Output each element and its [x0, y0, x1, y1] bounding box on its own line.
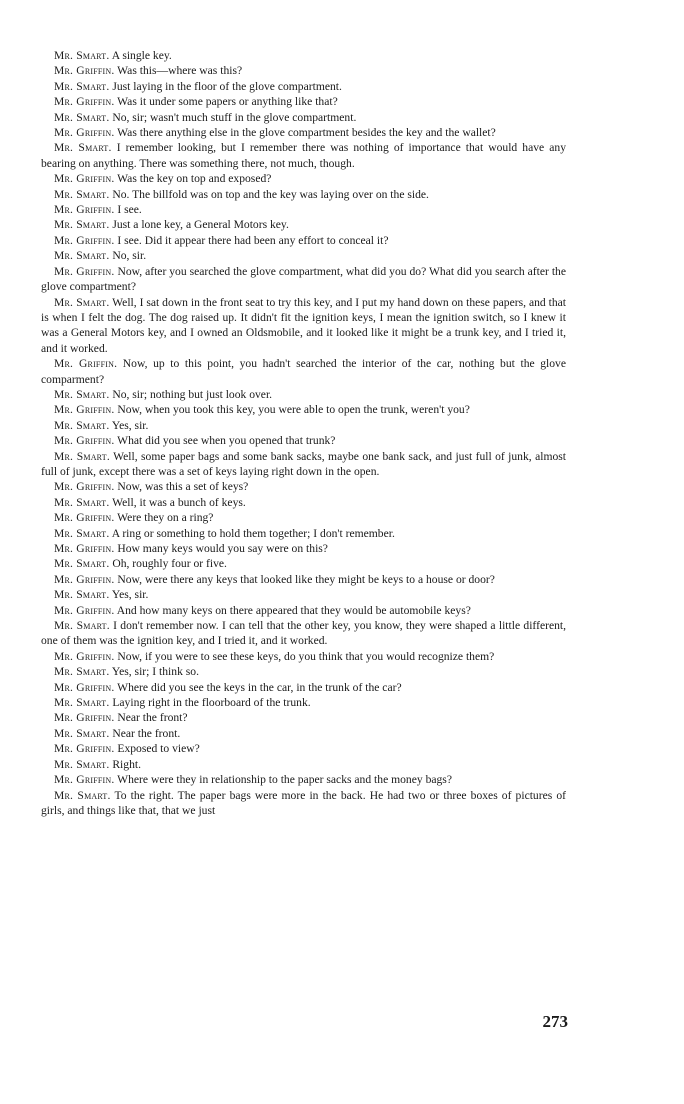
testimony-line: Near the front?	[117, 711, 188, 725]
testimony-line: Was this—where was this?	[117, 64, 243, 78]
testimony-line: Laying right in the floorboard of the trunk.	[112, 696, 311, 710]
testimony-paragraph	[41, 479, 566, 494]
testimony-paragraph	[41, 726, 566, 741]
testimony-line: Was the key on top and exposed?	[117, 172, 272, 186]
testimony-paragraph	[41, 433, 566, 448]
speaker-name: Mr. Griffin.	[54, 203, 115, 217]
testimony-paragraph	[41, 541, 566, 556]
testimony-line: Now, if you were to see these keys, do you think that you would recognize them?	[117, 649, 495, 663]
speaker-name: Mr. Smart.	[54, 449, 110, 463]
testimony-line: Just laying in the floor of the glove compartment.	[112, 79, 342, 93]
speaker-name: Mr. Griffin.	[54, 680, 115, 694]
testimony-paragraph	[41, 788, 566, 819]
testimony-paragraph	[41, 217, 566, 232]
speaker-name: Mr. Smart.	[54, 619, 110, 633]
speaker-name: Mr. Smart.	[54, 110, 110, 124]
speaker-name: Mr. Griffin.	[54, 572, 115, 586]
speaker-name: Mr. Smart.	[54, 495, 110, 509]
speaker-name: Mr. Griffin.	[54, 711, 115, 725]
testimony-line: Were they on a ring?	[117, 511, 214, 525]
testimony-paragraph	[41, 556, 566, 571]
testimony-line: Exposed to view?	[117, 742, 200, 756]
speaker-name: Mr. Smart.	[54, 49, 110, 62]
speaker-name: Mr. Griffin.	[54, 742, 115, 756]
testimony-line: What did you see when you opened that trunk?	[117, 434, 336, 448]
testimony-paragraph	[41, 495, 566, 510]
speaker-name: Mr. Smart.	[54, 757, 110, 771]
speaker-name: Mr. Smart.	[54, 588, 110, 602]
testimony-paragraph	[41, 649, 566, 664]
testimony-paragraph	[41, 695, 566, 710]
speaker-name: Mr. Smart.	[54, 249, 110, 263]
testimony-paragraph	[41, 356, 566, 387]
speaker-name: Mr. Griffin.	[54, 172, 115, 186]
speaker-name: Mr. Smart.	[54, 557, 110, 571]
speaker-name: Mr. Smart.	[54, 295, 110, 309]
testimony-line: A ring or something to hold them together; I don't remember.	[111, 526, 395, 540]
testimony-line: A single key.	[111, 49, 172, 62]
testimony-line: I see.	[117, 203, 142, 217]
testimony-line: Yes, sir.	[111, 588, 149, 602]
testimony-line: I don't remember now. I can tell that the other key, you know, they were shaped a little different, one of them was the ignition key, and I tried it, and it worked.	[41, 619, 567, 648]
speaker-name: Mr. Griffin.	[54, 233, 115, 247]
speaker-name: Mr. Smart.	[54, 665, 110, 679]
testimony-line: Well, some paper bags and some bank sacks, maybe one bank sack, and just full of junk, almost full of junk, except there was a set of keys laying right down in the open.	[41, 449, 566, 478]
speaker-name: Mr. Smart.	[54, 141, 112, 155]
speaker-name: Mr. Smart.	[54, 788, 111, 802]
speaker-name: Mr. Griffin.	[54, 357, 118, 371]
testimony-line: Now, up to this point, you hadn't searched the interior of the car, nothing but the glove comparment?	[41, 357, 567, 386]
testimony-paragraph	[41, 125, 566, 140]
testimony-line: Was there anything else in the glove compartment besides the key and the wallet?	[117, 126, 496, 140]
speaker-name: Mr. Griffin.	[54, 542, 115, 555]
testimony-line: Just a lone key, a General Motors key.	[112, 218, 289, 232]
testimony-paragraph	[41, 233, 566, 248]
testimony-line: Well, it was a bunch of keys.	[112, 495, 246, 509]
testimony-line: Now, when you took this key, you were able to open the trunk, weren't you?	[117, 403, 470, 417]
testimony-paragraph	[41, 140, 566, 171]
speaker-name: Mr. Smart.	[54, 218, 110, 232]
testimony-line: Yes, sir; I think so.	[111, 665, 199, 679]
testimony-paragraph	[41, 63, 566, 78]
testimony-paragraph	[41, 402, 566, 417]
testimony-line: Where did you see the keys in the car, in the trunk of the car?	[117, 680, 402, 694]
testimony-line: Now, was this a set of keys?	[117, 480, 249, 494]
testimony-line: No, sir; nothing but just look over.	[112, 387, 273, 401]
testimony-line: Well, I sat down in the front seat to try this key, and I put my hand down on these papers, and that is when I felt the dog. The dog raised up. It didn't fit the ignition keys, I mean the ignition switch, so I knew it was a General Motors key, and I owned an Oldsmobile, and it looked like it might be a trunk key, and I tried it, and it worked.	[41, 295, 566, 355]
speaker-name: Mr. Griffin.	[54, 264, 115, 278]
testimony-line: I see. Did it appear there had been any effort to conceal it?	[117, 233, 389, 247]
testimony-line: And how many keys on there appeared that they would be automobile keys?	[116, 603, 471, 617]
testimony-paragraph	[41, 94, 566, 109]
speaker-name: Mr. Smart.	[54, 418, 110, 432]
testimony-line: No, sir; wasn't much stuff in the glove compartment.	[112, 110, 357, 124]
testimony-paragraph	[41, 710, 566, 725]
testimony-paragraph	[41, 603, 566, 618]
page-number: 273	[542, 1012, 568, 1031]
testimony-line: How many keys would you say were on this?	[117, 542, 328, 555]
testimony-paragraph	[41, 741, 566, 756]
testimony-paragraph	[41, 618, 566, 649]
testimony-paragraph	[41, 526, 566, 541]
testimony-paragraph	[41, 187, 566, 202]
testimony-paragraph	[41, 587, 566, 602]
testimony-line: To the right. The paper bags were more in the back. He had two or three boxes of pictures of girls, and things like that, that we just	[41, 788, 566, 817]
testimony-line: Was it under some papers or anything like that?	[117, 95, 338, 109]
testimony-paragraph	[41, 171, 566, 186]
speaker-name: Mr. Griffin.	[54, 480, 115, 494]
testimony-paragraph	[41, 572, 566, 587]
speaker-name: Mr. Griffin.	[54, 64, 115, 78]
speaker-name: Mr. Griffin.	[54, 95, 115, 109]
speaker-name: Mr. Griffin.	[54, 649, 115, 663]
speaker-name: Mr. Griffin.	[54, 773, 115, 787]
testimony-line: No. The billfold was on top and the key was laying over on the side.	[112, 187, 429, 201]
speaker-name: Mr. Griffin.	[54, 403, 115, 417]
testimony-line: Where were they in relationship to the paper sacks and the money bags?	[117, 773, 452, 787]
testimony-paragraph	[41, 79, 566, 94]
speaker-name: Mr. Griffin.	[54, 126, 115, 140]
testimony-paragraph	[41, 449, 566, 480]
speaker-name: Mr. Smart.	[54, 187, 110, 201]
testimony-paragraph	[41, 48, 566, 63]
testimony-paragraph	[41, 110, 566, 125]
testimony-paragraph	[41, 664, 566, 679]
speaker-name: Mr. Smart.	[54, 79, 110, 93]
testimony-paragraph	[41, 202, 566, 217]
testimony-paragraph	[41, 248, 566, 263]
testimony-line: Yes, sir.	[111, 418, 149, 432]
speaker-name: Mr. Smart.	[54, 726, 110, 740]
testimony-line: Near the front.	[112, 726, 181, 740]
speaker-name: Mr. Griffin.	[54, 434, 115, 448]
speaker-name: Mr. Griffin.	[54, 511, 115, 525]
testimony-line: Now, after you searched the glove compartment, what did you do? What did you search after the glove compartment?	[41, 264, 566, 294]
testimony-paragraph	[41, 680, 566, 695]
testimony-paragraph	[41, 757, 566, 772]
testimony-line: Now, were there any keys that looked like they might be keys to a house or door?	[117, 572, 495, 586]
testimony-line: No, sir.	[112, 249, 147, 263]
testimony-line: Oh, roughly four or five.	[112, 557, 227, 571]
testimony-paragraph	[41, 387, 566, 402]
testimony-line: I remember looking, but I remember there was nothing of importance that would have any bearing on anything. There was something there, not much, though.	[41, 141, 567, 170]
testimony-paragraph	[41, 772, 566, 787]
testimony-paragraph	[41, 264, 566, 295]
speaker-name: Mr. Griffin.	[54, 603, 115, 617]
testimony-paragraph	[41, 418, 566, 433]
testimony-line: Right.	[112, 757, 141, 771]
testimony-paragraph	[41, 295, 566, 357]
speaker-name: Mr. Smart.	[54, 387, 110, 401]
testimony-text	[41, 48, 566, 818]
speaker-name: Mr. Smart.	[54, 526, 110, 540]
testimony-paragraph	[41, 510, 566, 525]
speaker-name: Mr. Smart.	[54, 696, 110, 710]
